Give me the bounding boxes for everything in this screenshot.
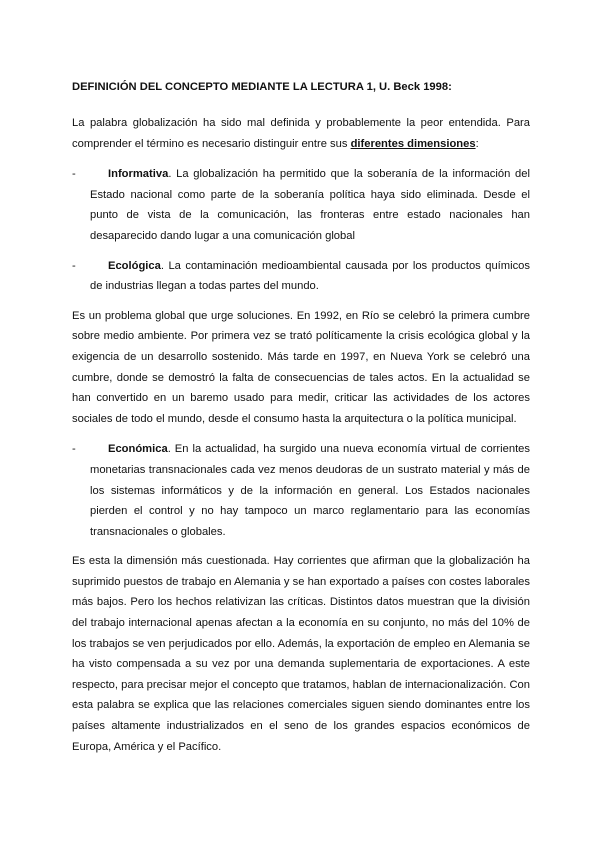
bullet-dash: -: [72, 168, 76, 181]
item-body: . En la actualidad, ha surgido una nueva economía virtual de corrientes monetarias transnacionales cada vez menos deudoras de un sustrato material y más de los sistemas informáticos y de la información en general. Los Estados nacionales pierden el control y no hay tampoco un marco reglamentario para las economías transnacionales o globales.: [90, 443, 530, 538]
body-paragraph: Es un problema global que urge soluciones. En 1992, en Río se celebró la primera cumbre sobre medio ambiente. Por primera vez se trató políticamente la crisis ecológica global y la exigencia de un desarrollo sostenido. Más tarde en 1997, en Nueva York se celebró una cumbre, donde se demostró la falta de consecuencias de tales actos. En la actualidad se han convertido en un baremo usado para medir, criticar las actividades de los actores sociales de todo el mundo, desde el consumo hasta la arquitectura o la política municipal.: [72, 309, 530, 425]
body-paragraph: Es esta la dimensión más cuestionada. Hay corrientes que afirman que la globalización ha suprimido puestos de trabajo en Alemania y se han exportado a países con costes laborales más bajos. Pero los hechos relativizan las críticas. Distintos datos muestran que la división del trabajo internacional apenas afectan a la economía en su conjunto, no más del 10% de los trabajos se ven perjudicados por ello. Además, la exportación de empleo en Alemania se ha visto compensada a su vez por una demanda suplementaria de exportaciones. A este respecto, para precisar mejor el concepto que tratamos, hablan de internacionalización. Con esta palabra se explica que las relaciones comerciales siguen siendo dominantes entre los países altamente industrializados en el seno de los grandes espacios económicos de Europa, América y el Pacífico.: [72, 555, 530, 753]
list-item-text: [90, 164, 530, 246]
list-item-text: [90, 439, 530, 542]
intro-text: La palabra globalización ha sido mal definida y probablemente la peor entendida. Para comprender el término es necesario distinguir entre sus: [72, 117, 530, 150]
intro-colon: :: [475, 137, 479, 150]
bullet-dash: -: [72, 259, 76, 272]
intro-paragraph: [72, 113, 530, 154]
intro-emphasis: diferentes dimensiones: [350, 137, 476, 150]
item-body: . La globalización ha permitido que la soberanía de la información del Estado nacional como parte de la soberanía política haya sido eliminada. Desde el punto de vista de la comunicación, las fronteras entre estado nacionales han desaparecido dando lugar a una comunicación global: [90, 168, 530, 242]
item-heading: Económica: [108, 443, 168, 456]
document-title: DEFINICIÓN DEL CONCEPTO MEDIANTE LA LECTURA 1, U. Beck 1998:: [72, 81, 452, 93]
item-heading: Ecológica: [108, 259, 161, 272]
list-item-informativa: [72, 164, 530, 246]
bullet-dash: -: [72, 443, 76, 456]
list-item-text: [90, 256, 530, 297]
item-heading: Informativa: [108, 168, 169, 181]
list-item-economica: [72, 439, 530, 542]
item-body: . La contaminación medioambiental causada por los productos químicos de industrias llegan a todas partes del mundo.: [90, 259, 530, 293]
list-item-ecologica: [72, 256, 530, 297]
